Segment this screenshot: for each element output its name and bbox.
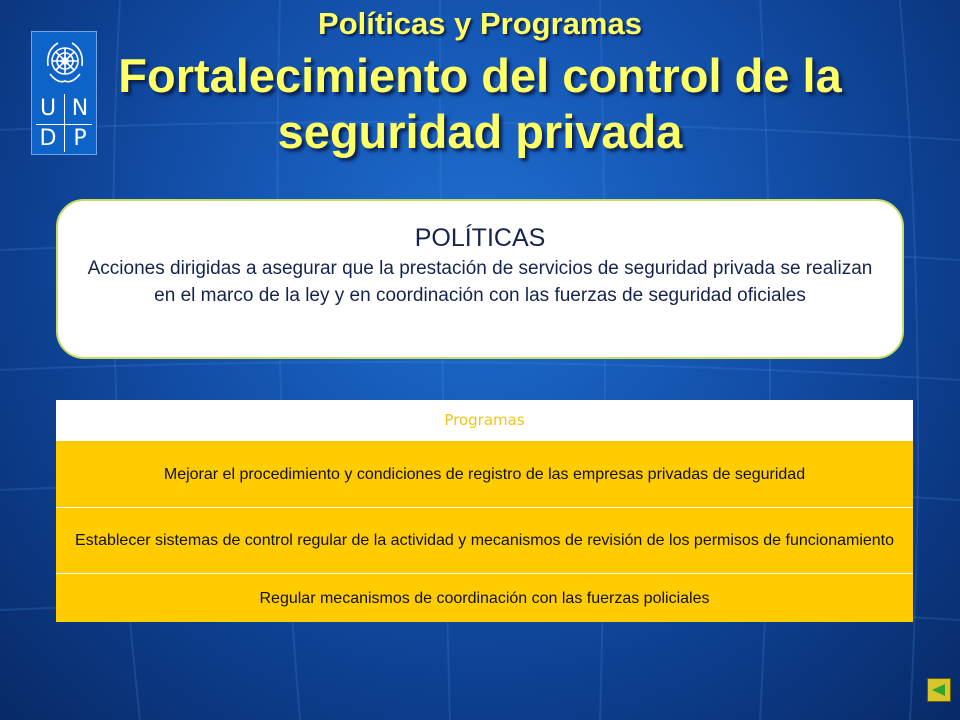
back-button[interactable] — [927, 678, 951, 702]
programs-table — [56, 400, 913, 622]
logo-letter-n: N — [71, 96, 89, 121]
table-row — [56, 508, 913, 574]
policy-heading: POLÍTICAS — [414, 224, 546, 252]
back-arrow-icon — [932, 684, 945, 696]
table-row — [56, 574, 913, 623]
policy-text: Acciones dirigidas a asegurar que la prestación de servicios de seguridad privada se realizan en el marco de la ley y en coordinación con las fuerzas de seguridad oficiales — [87, 258, 873, 306]
logo-letter-u: U — [39, 96, 57, 121]
program-item: Regular mecanismos de coordinación con las fuerzas policiales — [56, 574, 913, 623]
slide-title: Fortalecimiento del control de la seguridad privada — [118, 49, 842, 158]
logo-letter-d: D — [39, 126, 57, 151]
program-item: Mejorar el procedimiento y condiciones de registro de las empresas privadas de seguridad — [56, 441, 913, 508]
slide-subtitle: Políticas y Programas — [318, 6, 642, 41]
policy-box — [56, 199, 904, 359]
table-row — [56, 441, 913, 508]
program-item: Establecer sistemas de control regular de la actividad y mecanismos de revisión de los permisos de funcionamiento — [56, 508, 913, 574]
logo-letter-p: P — [73, 126, 87, 151]
programs-header-row — [56, 400, 913, 441]
programs-header: Programas — [56, 400, 913, 441]
